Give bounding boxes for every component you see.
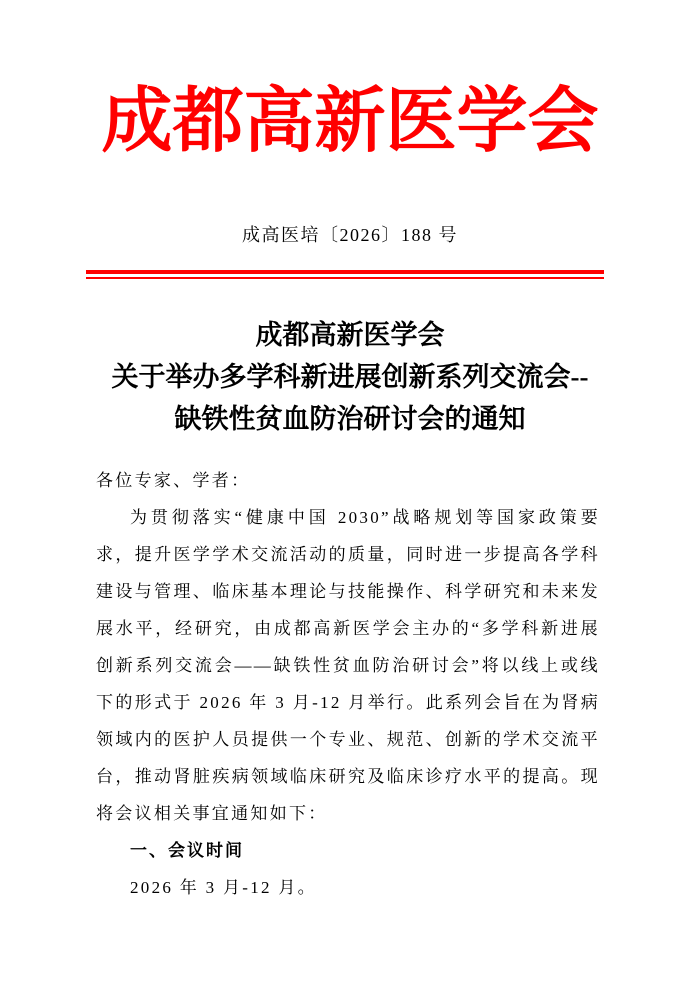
org-title: 成都高新医学会 <box>101 83 599 161</box>
salutation: 各位专家、学者： <box>96 471 251 490</box>
notice-title <box>30 314 670 440</box>
red-divider <box>86 270 604 279</box>
notice-body <box>96 462 600 906</box>
divider-thick-line <box>86 270 604 274</box>
divider-thin-line <box>86 277 604 279</box>
meeting-time-value: 2026 年 3 月-12 月。 <box>130 878 317 897</box>
doc-number: 成高医培〔2026〕188 号 <box>242 225 458 245</box>
section-heading-meeting-time: 一、会议时间 <box>130 841 244 860</box>
notice-title-line2: 关于举办多学科新进展创新系列交流会-- <box>111 362 589 392</box>
notice-title-line3: 缺铁性贫血防治研讨会的通知 <box>174 404 526 434</box>
intro-paragraph: 为贯彻落实“健康中国 2030”战略规划等国家政策要求，提升医学学术交流活动的质量，同时进一步提高各学科建设与管理、临床基本理论与技能操作、科学研究和未来发展水平，经研究，由成都高新医学会主办的“多学科新进展创新系列交流会——缺铁性贫血防治研讨会”将以线上或线下的形式于 2026 年 3 月-12 月举行。此系列会旨在为肾病领域内的医护人员提供一个专业、规范、创新的学术交流平台，推动肾脏疾病领域临床研究及临床诊疗水平的提高。现将会议相关事宜通知如下： <box>96 508 600 823</box>
notice-title-line1: 成都高新医学会 <box>255 320 445 350</box>
